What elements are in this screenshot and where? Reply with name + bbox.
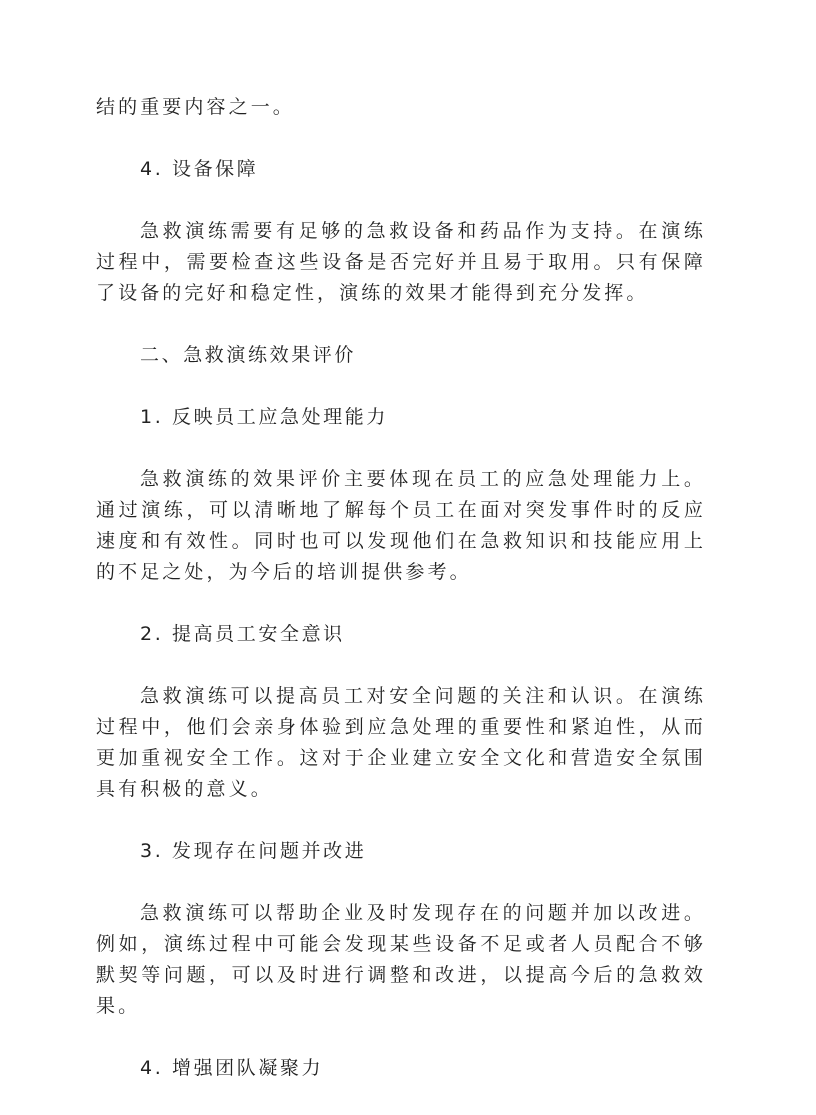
heading-find-problems: 3. 发现存在问题并改进	[140, 840, 367, 862]
paragraph-safety-awareness: 急救演练可以提高员工对安全问题的关注和认识。在演练过程中，他们会亲身体验到应急处理的重要性和紧迫性，从而更加重视安全工作。这对于企业建立安全文化和营造安全氛围具有积极的意义。	[96, 685, 706, 800]
section-heading-evaluation: 二、急救演练效果评价	[140, 344, 357, 366]
heading-emergency-ability: 1. 反映员工应急处理能力	[140, 406, 388, 428]
heading-team-cohesion: 4. 增强团队凝聚力	[140, 1057, 324, 1079]
paragraph-find-problems: 急救演练可以帮助企业及时发现存在的问题并加以改进。例如，演练过程中可能会发现某些设备不足或者人员配合不够默契等问题，可以及时进行调整和改进，以提高今后的急救效果。	[96, 902, 706, 1017]
paragraph-continuation: 结的重要内容之一。	[96, 96, 295, 118]
paragraph-emergency-ability: 急救演练的效果评价主要体现在员工的应急处理能力上。通过演练，可以清晰地了解每个员工在面对突发事件时的反应速度和有效性。同时也可以发现他们在急救知识和技能应用上的不足之处，为今后的培训提供参考。	[96, 468, 706, 583]
paragraph-equipment: 急救演练需要有足够的急救设备和药品作为支持。在演练过程中，需要检查这些设备是否完好并且易于取用。只有保障了设备的完好和稳定性，演练的效果才能得到充分发挥。	[96, 220, 706, 304]
heading-equipment-support: 4. 设备保障	[140, 158, 259, 180]
document-page	[96, 92, 706, 1115]
heading-safety-awareness: 2. 提高员工安全意识	[140, 623, 345, 645]
